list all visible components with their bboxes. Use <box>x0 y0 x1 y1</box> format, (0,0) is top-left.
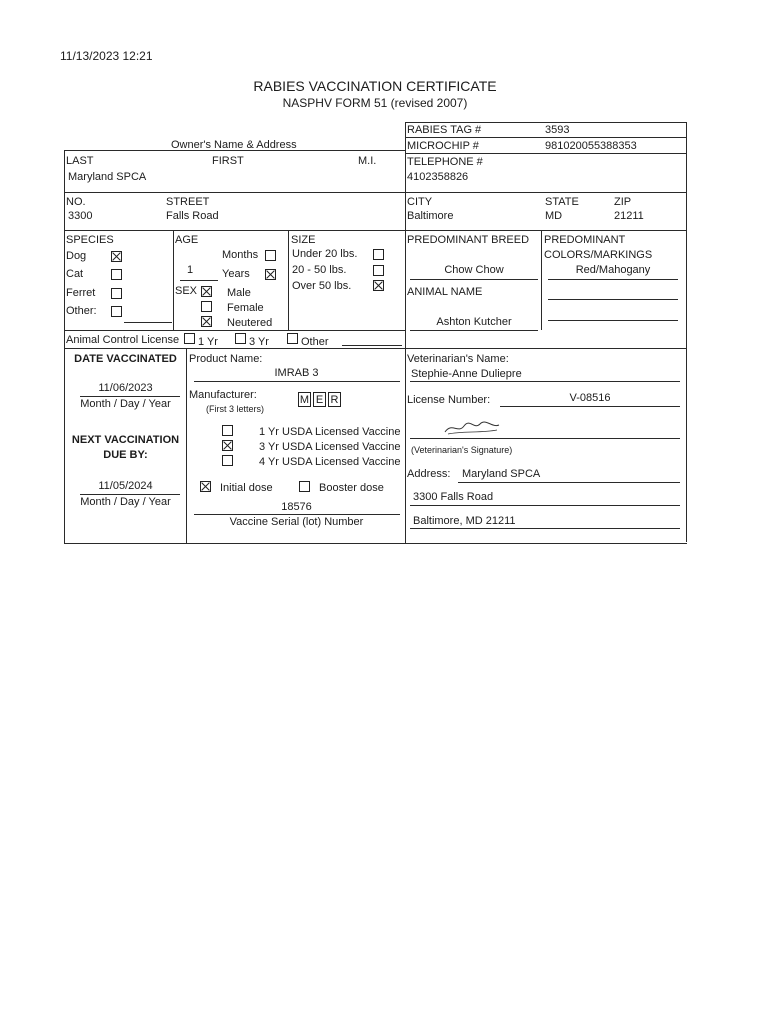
sex-neutered-label: Neutered <box>227 317 273 329</box>
license-other-checkbox[interactable] <box>287 333 298 344</box>
manufacturer-letter-3: R <box>328 392 341 407</box>
sex-male-label: Male <box>227 287 251 299</box>
street-label: STREET <box>166 196 210 208</box>
manufacturer-letter-1: M <box>299 394 310 406</box>
first-name-label: FIRST <box>212 155 244 167</box>
breed-label: PREDOMINANT BREED <box>407 234 530 246</box>
frame-top <box>405 122 687 123</box>
zip-value: 21211 <box>614 210 644 222</box>
species-other-label: Other: <box>66 305 97 317</box>
next-vaccination-due-label: DUE BY: <box>103 449 148 461</box>
city-label: CITY <box>407 196 433 208</box>
initial-dose-checkbox[interactable] <box>200 481 211 492</box>
manufacturer-letter-2: E <box>313 392 326 407</box>
license-other-label: Other <box>301 336 329 348</box>
license-1yr-checkbox[interactable] <box>184 333 195 344</box>
age-months-label: Months <box>222 249 259 261</box>
frame-bottom <box>64 543 687 544</box>
sex-label: SEX <box>175 285 198 297</box>
animal-name-label: ANIMAL NAME <box>407 286 483 298</box>
rabies-tag-label: RABIES TAG # <box>407 124 482 136</box>
state-value: MD <box>545 210 563 222</box>
breed-value: Chow Chow <box>444 264 504 276</box>
middle-initial-label: M.I. <box>358 155 377 167</box>
vaccine-4yr-label: 4 Yr USDA Licensed Vaccine <box>259 456 401 468</box>
address-no-label: NO. <box>66 196 86 208</box>
species-other-checkbox[interactable] <box>111 306 122 317</box>
vet-signature <box>442 418 502 438</box>
center-divider <box>405 122 406 544</box>
size-under20-checkbox[interactable] <box>373 249 384 260</box>
serial-value: 18576 <box>281 501 312 513</box>
last-name-label: LAST <box>66 155 94 167</box>
street-value: Falls Road <box>166 210 219 222</box>
vaccine-3yr-label: 3 Yr USDA Licensed Vaccine <box>259 441 401 453</box>
address-no-value: 3300 <box>68 210 93 222</box>
rule-species <box>64 230 687 231</box>
frame-right <box>686 122 687 542</box>
rule-license <box>64 330 406 331</box>
vet-address-line3: Baltimore, MD 21211 <box>413 515 516 527</box>
species-ferret-checkbox[interactable] <box>111 288 122 299</box>
vaccine-1yr-label: 1 Yr USDA Licensed Vaccine <box>259 426 401 438</box>
vaccine-1yr-checkbox[interactable] <box>222 425 233 436</box>
vet-name-label: Veterinarian's Name: <box>407 353 509 365</box>
colors-label-line1: PREDOMINANT <box>544 234 626 246</box>
animal-name-value: Ashton Kutcher <box>436 316 512 328</box>
next-vaccination-value: 11/05/2024 <box>98 480 153 492</box>
telephone-value: 4102358826 <box>407 171 469 183</box>
colors-label-line2: COLORS/MARKINGS <box>544 249 653 261</box>
age-years-checkbox[interactable] <box>265 269 276 280</box>
size-label: SIZE <box>291 234 316 246</box>
license-label: Animal Control License <box>66 334 180 346</box>
next-vaccination-format: Month / Day / Year <box>80 496 171 508</box>
size-over50-checkbox[interactable] <box>373 280 384 291</box>
product-name-label: Product Name: <box>189 353 263 365</box>
serial-label: Vaccine Serial (lot) Number <box>229 516 364 528</box>
age-label: AGE <box>175 234 199 246</box>
rule-vaccination <box>64 348 687 349</box>
microchip-label: MICROCHIP # <box>407 140 479 152</box>
sex-neutered-checkbox[interactable] <box>201 316 212 327</box>
vet-address-line1: Maryland SPCA <box>462 468 541 480</box>
vaccine-3yr-checkbox[interactable] <box>222 440 233 451</box>
license-3yr-checkbox[interactable] <box>235 333 246 344</box>
sex-male-checkbox[interactable] <box>201 286 212 297</box>
size-over50-label: Over 50 lbs. <box>292 280 352 292</box>
license-1yr-label: 1 Yr <box>198 336 218 348</box>
form-title: RABIES VACCINATION CERTIFICATE <box>253 78 497 94</box>
license-3yr-label: 3 Yr <box>249 336 269 348</box>
booster-dose-checkbox[interactable] <box>299 481 310 492</box>
telephone-label: TELEPHONE # <box>407 156 483 168</box>
form-subtitle: NASPHV FORM 51 (revised 2007) <box>282 96 468 110</box>
rabies-tag-value: 3593 <box>545 124 570 136</box>
vet-license-label: License Number: <box>407 394 491 406</box>
microchip-value: 981020055388353 <box>545 140 637 152</box>
product-name-value: IMRAB 3 <box>274 367 319 379</box>
zip-label: ZIP <box>614 196 632 208</box>
next-vaccination-label: NEXT VACCINATION <box>71 434 180 446</box>
age-value: 1 <box>187 264 194 276</box>
print-timestamp: 11/13/2023 12:21 <box>60 49 153 63</box>
age-months-checkbox[interactable] <box>265 250 276 261</box>
initial-dose-label: Initial dose <box>220 482 273 494</box>
species-dog-label: Dog <box>66 250 87 262</box>
sex-female-checkbox[interactable] <box>201 301 212 312</box>
size-20to50-label: 20 - 50 lbs. <box>292 264 347 276</box>
booster-dose-label: Booster dose <box>319 482 384 494</box>
species-ferret-label: Ferret <box>66 287 96 299</box>
size-under20-label: Under 20 lbs. <box>292 248 358 260</box>
manufacturer-hint: (First 3 letters) <box>206 404 265 414</box>
vet-address-label: Address: <box>407 468 451 480</box>
vaccine-4yr-checkbox[interactable] <box>222 455 233 466</box>
manufacturer-label: Manufacturer: <box>189 389 257 401</box>
species-dog-checkbox[interactable] <box>111 251 122 262</box>
rule-address <box>64 192 687 193</box>
owner-section-label: Owner's Name & Address <box>171 139 297 151</box>
colors-value: Red/Mahogany <box>575 264 651 276</box>
vet-signature-label: (Veterinarian's Signature) <box>411 445 513 455</box>
vet-name-value: Stephie-Anne Duliepre <box>411 368 522 380</box>
vet-address-line2: 3300 Falls Road <box>413 491 494 503</box>
age-years-label: Years <box>222 268 250 280</box>
date-vaccinated-value: 11/06/2023 <box>98 382 153 394</box>
date-vaccinated-label: DATE VACCINATED <box>74 353 177 365</box>
size-20to50-checkbox[interactable] <box>373 265 384 276</box>
vet-license-value: V-08516 <box>569 392 611 404</box>
state-label: STATE <box>545 196 579 208</box>
species-cat-checkbox[interactable] <box>111 269 122 280</box>
city-value: Baltimore <box>407 210 454 222</box>
species-cat-label: Cat <box>66 268 84 280</box>
sex-female-label: Female <box>227 302 264 314</box>
species-label: SPECIES <box>66 234 114 246</box>
last-name-value: Maryland SPCA <box>68 171 147 183</box>
species-other-line <box>124 322 172 323</box>
date-vaccinated-format: Month / Day / Year <box>80 398 171 410</box>
